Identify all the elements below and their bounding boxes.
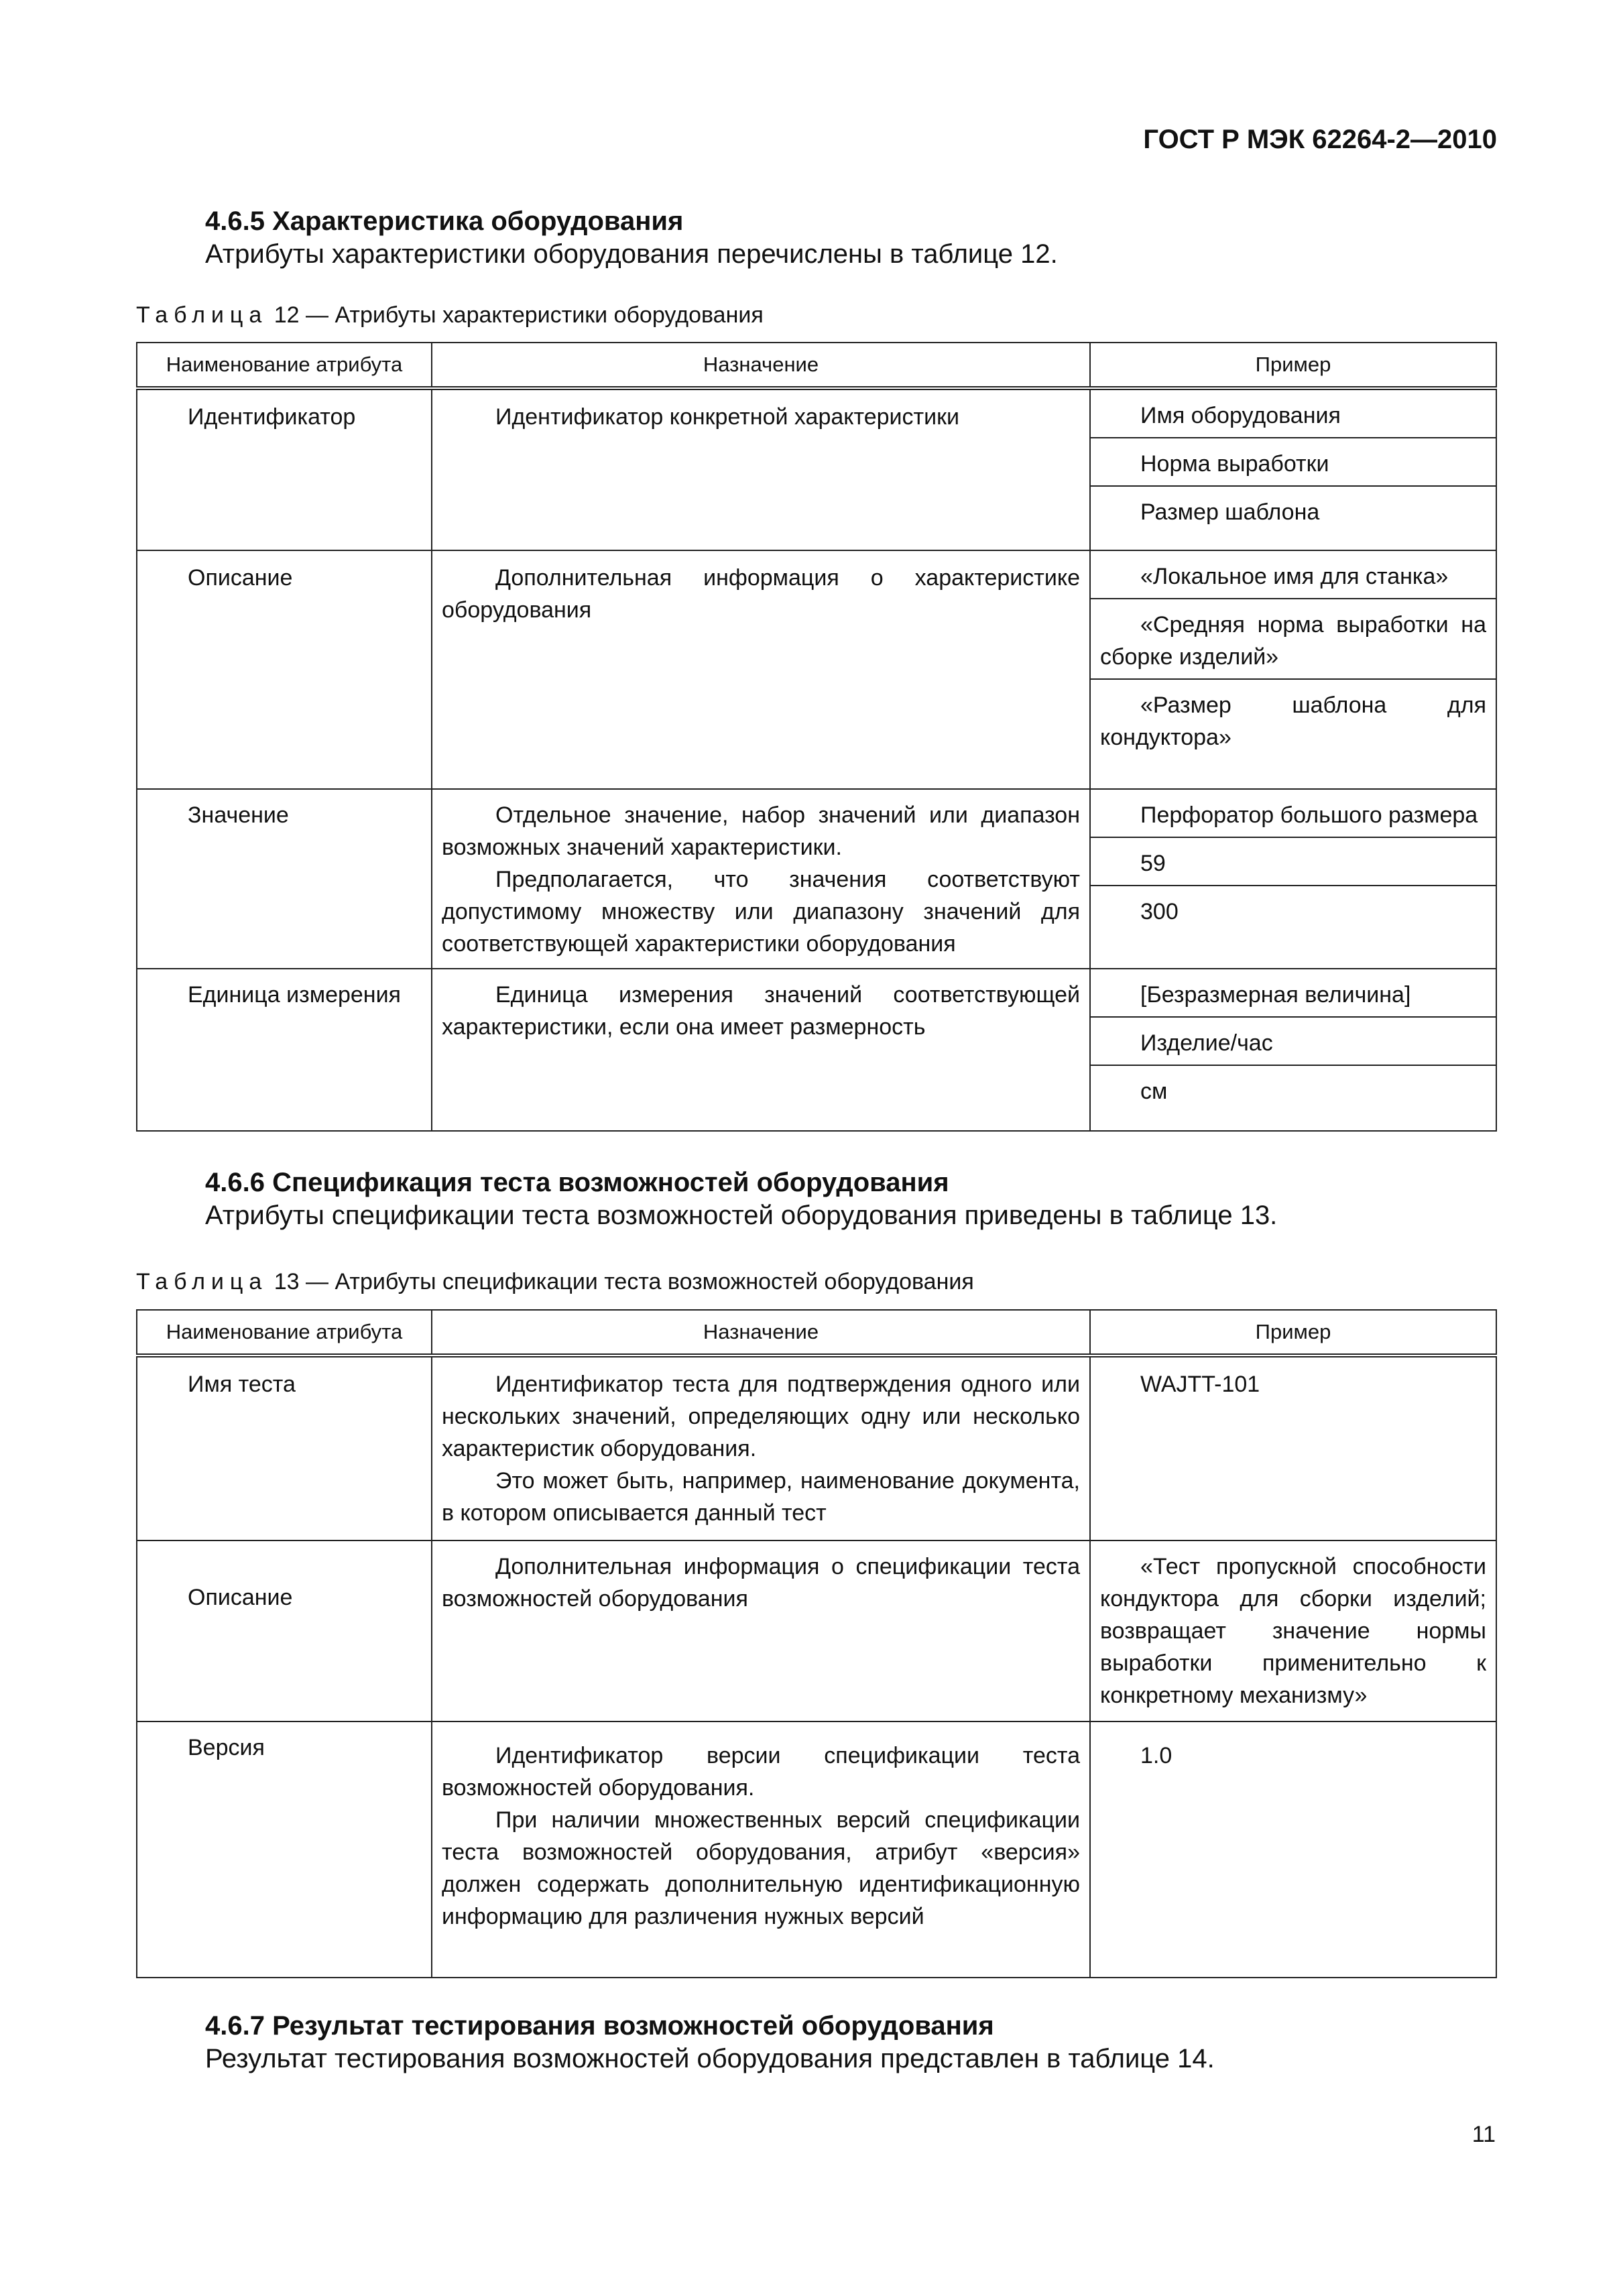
example-item: «Размер шаблона для кондуктора» [1100, 692, 1486, 750]
section-4-6-5 [205, 205, 1058, 271]
attribute-example [1090, 1355, 1496, 1540]
example-item: 59 [1091, 838, 1496, 886]
attribute-purpose [432, 789, 1090, 969]
section-text: Атрибуты характеристики оборудования перечислены в таблице 12. [205, 239, 1058, 269]
attribute-purpose [432, 388, 1090, 550]
table-row [137, 789, 1496, 969]
attribute-name: Имя теста [137, 1355, 432, 1540]
table-row [137, 969, 1496, 1131]
purpose-text: Идентификатор версии спецификации теста возможностей оборудования. [442, 1743, 1080, 1801]
caption-text: 13 — Атрибуты спецификации теста возможностей оборудования [267, 1269, 974, 1294]
attribute-example [1090, 1540, 1496, 1721]
attribute-purpose [432, 969, 1090, 1131]
attribute-examples [1090, 969, 1496, 1131]
table-row [137, 388, 1496, 550]
section-text: Результат тестирования возможностей оборудования представлен в таблице 14. [205, 2044, 1215, 2073]
section-text: Атрибуты спецификации теста возможностей оборудования приведены в таблице 13. [205, 1201, 1278, 1230]
attribute-purpose [432, 1355, 1090, 1540]
example-item: см [1140, 1079, 1168, 1104]
header-cell: Назначение [432, 1310, 1090, 1355]
caption-label: Таблица [136, 1269, 268, 1294]
header-cell: Назначение [432, 343, 1090, 388]
document-header: ГОСТ Р МЭК 62264-2—2010 [1143, 125, 1497, 154]
purpose-text: Это может быть, например, наименование документа, в котором описывается данный тест [442, 1468, 1080, 1526]
purpose-text: Идентификатор теста для подтверждения одного или нескольких значений, определяющих одну или несколько характеристик оборудования. [442, 1372, 1080, 1461]
example-item: Норма выработки [1091, 438, 1496, 487]
example-text: «Тест пропускной способности кондуктора для сборки изделий; возвращает значение нормы выработки применительно к конкретному механизму» [1100, 1554, 1486, 1708]
example-text: 1.0 [1140, 1743, 1173, 1768]
example-item: «Локальное имя для станка» [1091, 551, 1496, 599]
purpose-text: Единица измерения значений соответствующей характеристики, если она имеет размерность [442, 982, 1080, 1040]
attribute-name: Значение [137, 789, 432, 969]
attribute-purpose [432, 550, 1090, 789]
attribute-purpose [432, 1721, 1090, 1978]
example-item: Изделие/час [1091, 1018, 1496, 1066]
table-13-caption [136, 1269, 974, 1295]
table-header-row [137, 343, 1496, 388]
section-4-6-7 [205, 2010, 1215, 2075]
attribute-examples [1090, 550, 1496, 789]
header-cell: Наименование атрибута [137, 343, 432, 388]
section-title: 4.6.7 Результат тестирования возможностей оборудования [205, 2011, 994, 2041]
section-title: 4.6.5 Характеристика оборудования [205, 206, 684, 236]
caption-label: Таблица [136, 302, 268, 328]
attribute-name: Версия [137, 1721, 432, 1978]
table-header-row [137, 1310, 1496, 1355]
purpose-text: При наличии множественных версий спецификации теста возможностей оборудования, атрибут «версия» должен содержать дополнительную идентификационную информацию для различения нужных версий [442, 1807, 1080, 1929]
table-row [137, 1721, 1496, 1978]
section-4-6-6 [205, 1166, 1277, 1232]
purpose-text: Идентификатор конкретной характеристики [495, 404, 959, 430]
example-item: [Безразмерная величина] [1091, 969, 1496, 1018]
purpose-text: Дополнительная информация о характеристике оборудования [442, 565, 1080, 623]
example-item: Имя оборудования [1091, 390, 1496, 438]
attribute-examples [1090, 388, 1496, 550]
example-item: 300 [1140, 899, 1179, 924]
attribute-name: Единица измерения [137, 969, 432, 1131]
table-13 [136, 1309, 1497, 1978]
example-item: «Средняя норма выработки на сборке изделий» [1091, 599, 1496, 680]
purpose-text: Дополнительная информация о спецификации теста возможностей оборудования [442, 1554, 1080, 1612]
table-row [137, 1540, 1496, 1721]
purpose-text: Отдельное значение, набор значений или диапазон возможных значений характеристики. [442, 802, 1080, 860]
table-12 [136, 342, 1497, 1132]
attribute-example [1090, 1721, 1496, 1978]
table-row [137, 550, 1496, 789]
attribute-purpose [432, 1540, 1090, 1721]
header-cell: Наименование атрибута [137, 1310, 432, 1355]
purpose-text: Предполагается, что значения соответствуют допустимому множеству или диапазону значений для соответствующей характеристики оборудования [442, 867, 1080, 957]
attribute-examples [1090, 789, 1496, 969]
attribute-name: Идентификатор [137, 388, 432, 550]
attribute-name: Описание [137, 1540, 432, 1721]
example-item: Размер шаблона [1140, 499, 1320, 525]
page-number: 11 [1471, 2122, 1496, 2147]
caption-text: 12 — Атрибуты характеристики оборудования [267, 302, 764, 328]
table-12-caption [136, 302, 764, 328]
example-item: Перфоратор большого размера [1091, 790, 1496, 838]
section-title: 4.6.6 Спецификация теста возможностей оборудования [205, 1168, 949, 1197]
header-cell: Пример [1090, 1310, 1496, 1355]
header-cell: Пример [1090, 343, 1496, 388]
table-row [137, 1355, 1496, 1540]
example-text: WAJTT-101 [1140, 1372, 1260, 1397]
attribute-name: Описание [137, 550, 432, 789]
